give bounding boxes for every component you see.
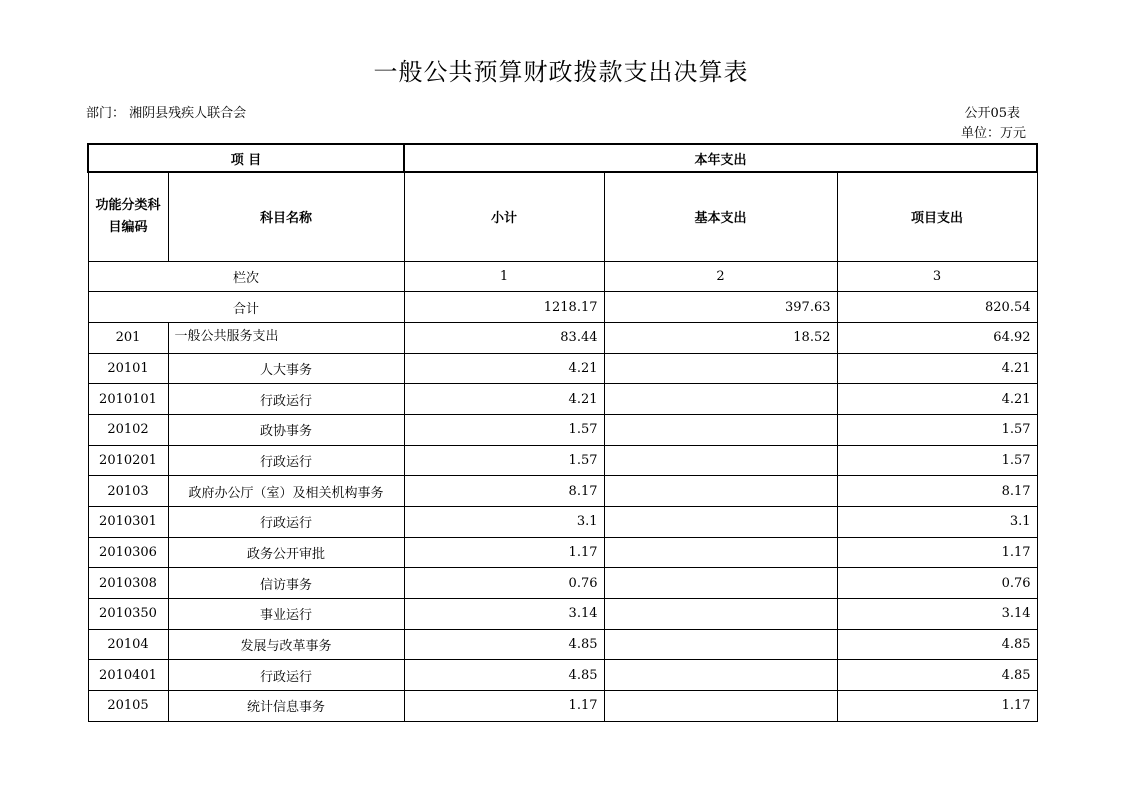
- column-number-1: 1: [404, 261, 604, 292]
- page-title: 一般公共预算财政拨款支出决算表: [373, 58, 749, 86]
- row-basic: [604, 476, 837, 507]
- column-number-label: 栏次: [88, 261, 404, 292]
- row-basic: [604, 599, 837, 630]
- row-basic: [604, 629, 837, 660]
- header-subtotal: 小计: [404, 172, 604, 261]
- row-name: 政协事务: [168, 414, 404, 445]
- table-row: [88, 691, 1037, 722]
- unit-label: 单位：万元: [960, 126, 1026, 141]
- row-subtotal: 4.21: [404, 384, 604, 415]
- table-row: [88, 629, 1037, 660]
- row-code: 20105: [88, 691, 168, 722]
- total-basic: 397.63: [604, 292, 837, 323]
- header-current-year: 本年支出: [404, 144, 1037, 172]
- total-project: 820.54: [837, 292, 1037, 323]
- table-row: [88, 353, 1037, 384]
- row-name: 统计信息事务: [168, 691, 404, 722]
- row-code: 2010308: [88, 568, 168, 599]
- row-code: 2010350: [88, 599, 168, 630]
- row-name: 一般公共服务支出: [168, 322, 404, 353]
- row-project: 8.17: [837, 476, 1037, 507]
- row-subtotal: 8.17: [404, 476, 604, 507]
- row-subtotal: 1.17: [404, 537, 604, 568]
- row-project: 1.57: [837, 414, 1037, 445]
- row-name: 政府办公厅（室）及相关机构事务: [168, 476, 404, 507]
- row-basic: [604, 384, 837, 415]
- table-row: [88, 322, 1037, 353]
- header-row-1: [88, 144, 1037, 172]
- header-row-2: [88, 172, 1037, 261]
- row-subtotal: 3.14: [404, 599, 604, 630]
- header-item: 项 目: [88, 144, 404, 172]
- row-name: 信访事务: [168, 568, 404, 599]
- row-subtotal: 1.17: [404, 691, 604, 722]
- row-subtotal: 0.76: [404, 568, 604, 599]
- row-basic: [604, 568, 837, 599]
- expenditure-table: [87, 143, 1038, 722]
- row-basic: [604, 660, 837, 691]
- row-subtotal: 4.21: [404, 353, 604, 384]
- total-row: [88, 292, 1037, 323]
- row-project: 4.85: [837, 629, 1037, 660]
- row-basic: [604, 507, 837, 538]
- column-number-3: 3: [837, 261, 1037, 292]
- row-name: 行政运行: [168, 507, 404, 538]
- row-project: 0.76: [837, 568, 1037, 599]
- table-row: [88, 384, 1037, 415]
- row-subtotal: 4.85: [404, 629, 604, 660]
- row-code: 20103: [88, 476, 168, 507]
- row-name: 人大事务: [168, 353, 404, 384]
- form-number: 公开05表: [964, 106, 1020, 121]
- row-basic: [604, 353, 837, 384]
- row-basic: [604, 414, 837, 445]
- row-code: 20101: [88, 353, 168, 384]
- table-row: [88, 537, 1037, 568]
- table-row: [88, 568, 1037, 599]
- row-project: 1.57: [837, 445, 1037, 476]
- header-project: 项目支出: [837, 172, 1037, 261]
- department-label: 部门： 湘阴县残疾人联合会: [86, 106, 247, 121]
- row-name: 事业运行: [168, 599, 404, 630]
- table-row: [88, 414, 1037, 445]
- row-code: 2010306: [88, 537, 168, 568]
- row-subtotal: 4.85: [404, 660, 604, 691]
- row-code: 20102: [88, 414, 168, 445]
- table-body: [88, 144, 1037, 721]
- total-subtotal: 1218.17: [404, 292, 604, 323]
- row-project: 4.21: [837, 353, 1037, 384]
- row-name: 行政运行: [168, 445, 404, 476]
- row-code: 201: [88, 322, 168, 353]
- row-project: 4.21: [837, 384, 1037, 415]
- header-code: 功能分类科目编码: [88, 172, 168, 261]
- row-code: 2010301: [88, 507, 168, 538]
- row-name: 政务公开审批: [168, 537, 404, 568]
- row-basic: [604, 445, 837, 476]
- row-project: 3.14: [837, 599, 1037, 630]
- row-subtotal: 83.44: [404, 322, 604, 353]
- row-basic: [604, 537, 837, 568]
- row-subtotal: 3.1: [404, 507, 604, 538]
- header-name: 科目名称: [168, 172, 404, 261]
- table-row: [88, 599, 1037, 630]
- total-label: 合计: [88, 292, 404, 323]
- row-code: 2010101: [88, 384, 168, 415]
- row-name: 发展与改革事务: [168, 629, 404, 660]
- row-project: 3.1: [837, 507, 1037, 538]
- table-row: [88, 476, 1037, 507]
- row-name: 行政运行: [168, 384, 404, 415]
- row-project: 4.85: [837, 660, 1037, 691]
- table-row: [88, 507, 1037, 538]
- row-basic: [604, 691, 837, 722]
- row-subtotal: 1.57: [404, 414, 604, 445]
- row-code: 2010201: [88, 445, 168, 476]
- table-row: [88, 445, 1037, 476]
- header-basic: 基本支出: [604, 172, 837, 261]
- table-row: [88, 660, 1037, 691]
- row-project: 1.17: [837, 537, 1037, 568]
- row-project: 1.17: [837, 691, 1037, 722]
- column-number-row: [88, 261, 1037, 292]
- row-code: 20104: [88, 629, 168, 660]
- row-name: 行政运行: [168, 660, 404, 691]
- column-number-2: 2: [604, 261, 837, 292]
- row-basic: 18.52: [604, 322, 837, 353]
- row-project: 64.92: [837, 322, 1037, 353]
- row-code: 2010401: [88, 660, 168, 691]
- row-subtotal: 1.57: [404, 445, 604, 476]
